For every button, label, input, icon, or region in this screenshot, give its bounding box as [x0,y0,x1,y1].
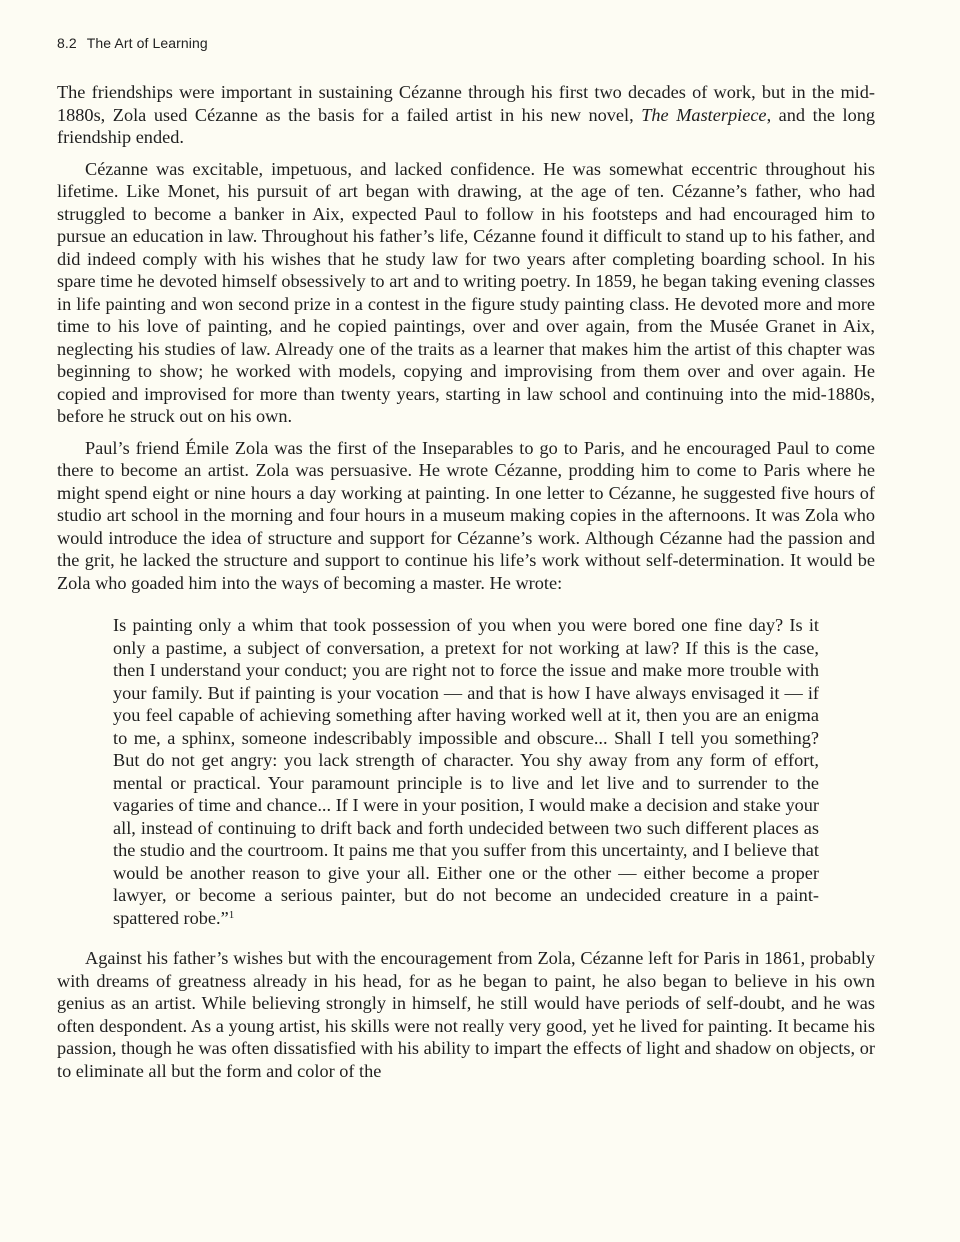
section-title: The Art of Learning [86,35,208,51]
quote-body: Is painting only a whim that took possession of you when you were bored one fine day? Is it only a pastime, a subject of conversation, a pretext for not working at law? If this is the case, then I understand your conduct; you are right not to force the issue and make more trouble with your family. But if painting is your vocation — and that is how I have always envisaged it — if you feel capable of achieving something after having worked well at it, then you are an enigma to me, a sphinx, someone indescribably impossible and obscure... Shall I tell you something? But do not get angry: you lack strength of character. You shy away from any form of effort, mental or practical. Your paramount principle is to live and let live and to surrender to the vagaries of time and chance... If I were in your position, I would make a decision and stake your all, instead of continuing to drift back and forth undecided between two such different places as the studio and the courtroom. It pains me that you suffer from this uncertainty, and I believe that would be another reason to give your all. Either one or the other — either become a proper lawyer, or become a serious painter, but do not become an undecided creature in a paint-spattered robe.” [113,615,819,928]
block-quote [113,614,819,929]
body-text [57,81,875,1091]
paragraph-1-text-end: , and the long friendship ended. [57,104,875,147]
paragraph-4: Against his father’s wishes but with the encouragement from Zola, Cézanne left for Paris in 1861, probably with dreams of greatness already in his head, for as he began to paint, he also began to believe in his own genius as an artist. While believing strongly in himself, he still would have periods of self-doubt, and he was often despondent. As a young artist, his skills were not really very good, yet he lived for painting. It became his passion, though he was often dissatisfied with his ability to impart the effects of light and shadow on objects, or to eliminate all but the form and color of the [57,948,875,1081]
block-quote-text [113,614,819,929]
section-number: 8.2 [57,35,77,51]
novel-title: The Masterpiece [641,104,767,125]
paragraph-1-text-start: The friendships were important in sustaining Cézanne through his first two decades of work, but in the mid-1880s, Zola used Cézanne as the basis for a failed artist in his new novel, [57,82,875,125]
paragraph-1 [57,81,875,149]
footnote-marker[interactable]: 1 [228,908,235,921]
paragraph-2: Cézanne was excitable, impetuous, and lacked confidence. He was somewhat eccentric throughout his lifetime. Like Monet, his pursuit of art began with drawing, at the age of ten. Cézanne’s father, who had struggled to become a banker in Aix, expected Paul to follow in his footsteps and had encouraged him to pursue an education in law. Throughout his father’s life, Cézanne found it difficult to stand up to his father, and did indeed comply with his wishes that he study law for two years after completing boarding school. In his spare time he devoted himself obsessively to art and to writing poetry. In 1859, he began taking evening classes in life painting and won second prize in a contest in the figure study painting class. He devoted more and more time to his love of painting, and he copied paintings, over and over again, from the Musée Granet in Aix, neglecting his studies of law. Already one of the traits as a learner that makes him the artist of this chapter was beginning to show; he worked with models, copying and improvising from them over and over again. He copied and improvised for more than twenty years, starting in law school and continuing into the mid-1880s, before he struck out on his own. [57,158,875,426]
running-header [57,35,208,51]
paragraph-3: Paul’s friend Émile Zola was the first of the Inseparables to go to Paris, and he encouraged Paul to come there to become an artist. Zola was persuasive. He wrote Cézanne, prodding him to come to Paris where he might spend eight or nine hours a day working at painting. In one letter to Cézanne, he suggested five hours of studio art school in the morning and four hours in a museum making copies in the afternoons. It was Zola who would introduce the idea of structure and support for Cézanne’s work. Although Cézanne had the passion and the grit, he lacked the structure and support to continue his life’s work without self-determination. It would be Zola who goaded him into the ways of becoming a master. He wrote: [57,437,875,593]
